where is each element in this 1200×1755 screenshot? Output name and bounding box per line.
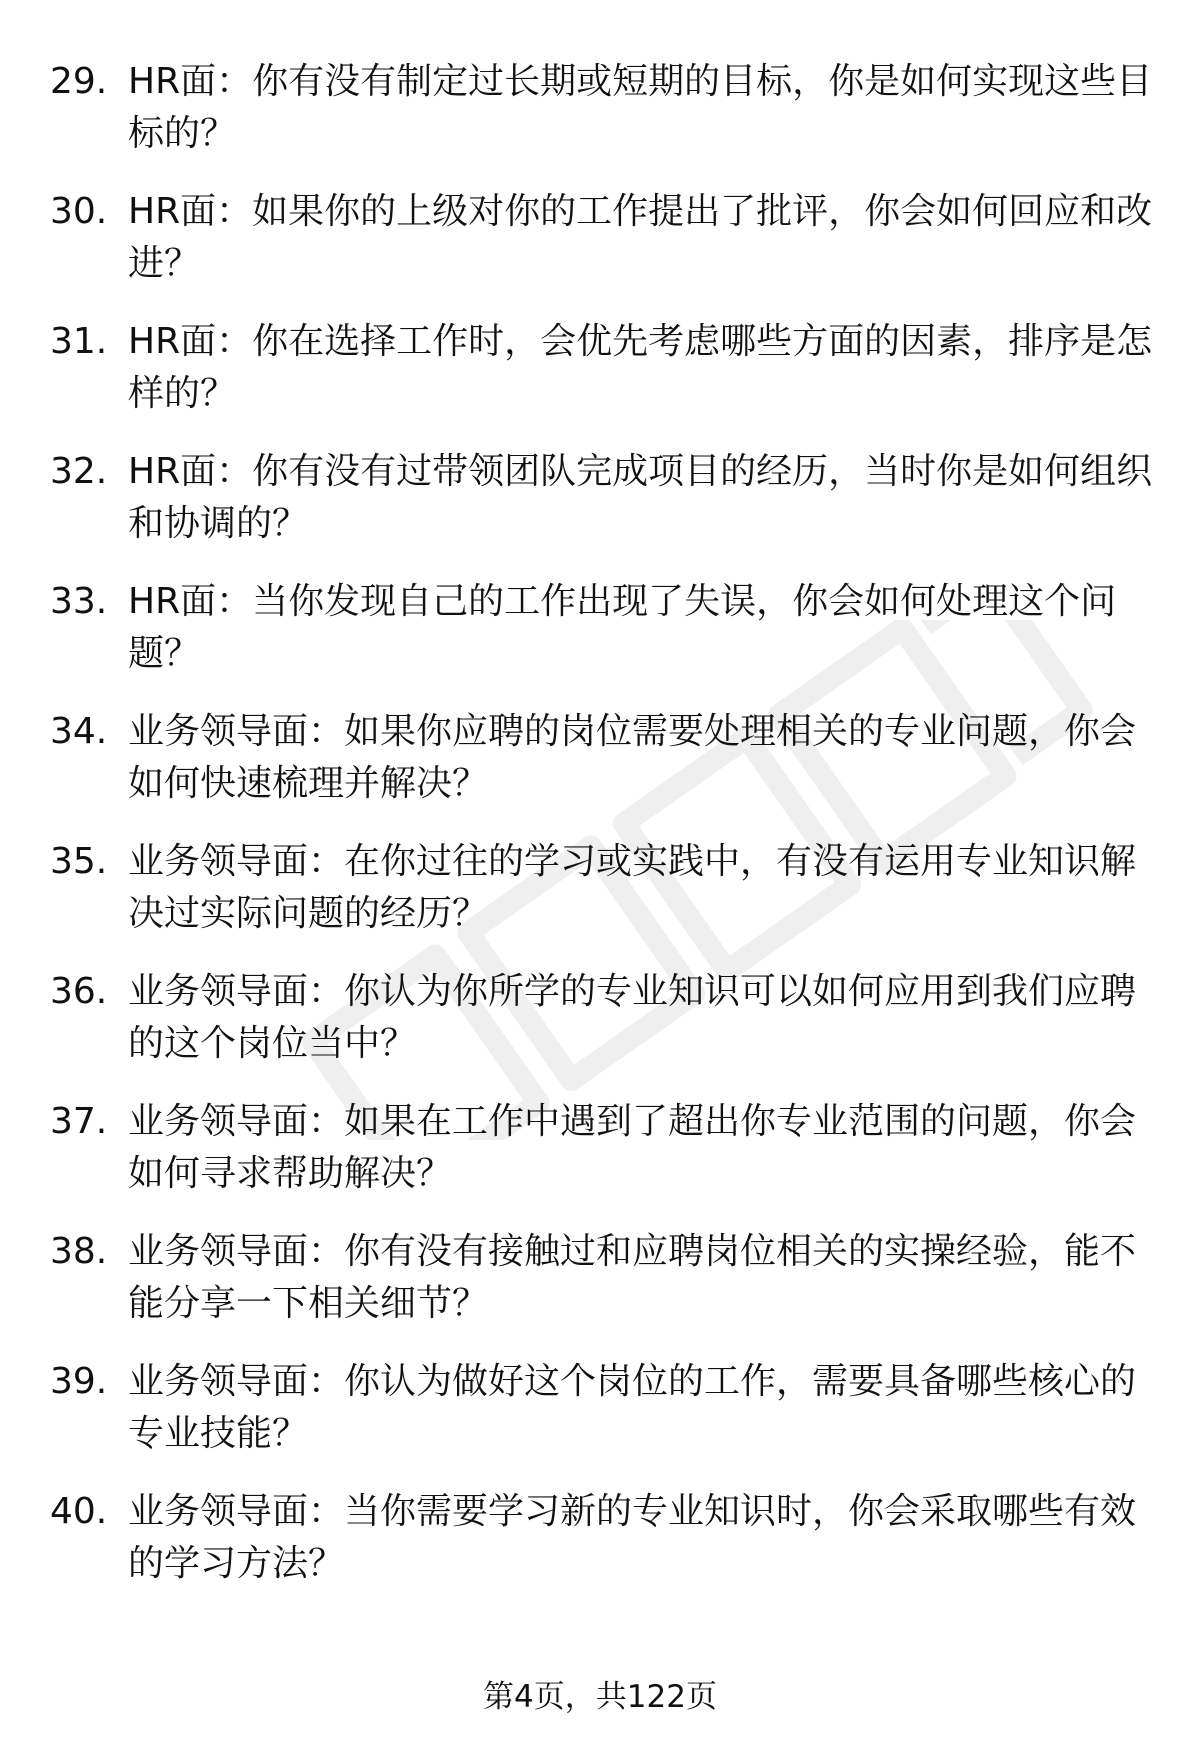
question-item [50,1486,1160,1590]
question-number: 37. [50,1101,108,1142]
question-text: HR面：你有没有制定过长期或短期的目标，你是如何实现这些目标的？ [128,61,1153,154]
question-number: 30. [50,191,108,232]
question-item [50,186,1160,290]
question-number: 34. [50,711,108,752]
question-text: 业务领导面：如果你应聘的岗位需要处理相关的专业问题，你会如何快速梳理并解决？ [128,711,1137,804]
question-number: 33. [50,581,108,622]
question-item [50,966,1160,1070]
question-number: 35. [50,841,108,882]
question-item [50,1356,1160,1460]
question-number: 36. [50,971,108,1012]
question-item [50,576,1160,680]
question-text: HR面：你有没有过带领团队完成项目的经历，当时你是如何组织和协调的？ [128,451,1153,544]
question-text: 业务领导面：你认为做好这个岗位的工作，需要具备哪些核心的专业技能？ [128,1361,1137,1454]
question-number: 39. [50,1361,108,1402]
question-text: HR面：当你发现自己的工作出现了失误，你会如何处理这个问题？ [128,581,1117,674]
question-number: 29. [50,61,108,102]
question-item [50,1226,1160,1330]
question-text: 业务领导面：在你过往的学习或实践中，有没有运用专业知识解决过实际问题的经历？ [128,841,1137,934]
question-text: 业务领导面：你认为你所学的专业知识可以如何应用到我们应聘的这个岗位当中？ [128,971,1137,1064]
question-number: 38. [50,1231,108,1272]
question-item [50,316,1160,420]
question-item [50,706,1160,810]
question-number: 31. [50,321,108,362]
question-number: 40. [50,1491,108,1532]
question-item [50,1096,1160,1200]
question-number: 32. [50,451,108,492]
question-text: HR面：如果你的上级对你的工作提出了批评，你会如何回应和改进？ [128,191,1153,284]
question-text: 业务领导面：如果在工作中遇到了超出你专业范围的问题，你会如何寻求帮助解决？ [128,1101,1137,1194]
question-list [50,56,1160,1616]
question-text: 业务领导面：当你需要学习新的专业知识时，你会采取哪些有效的学习方法？ [128,1491,1137,1584]
question-item [50,446,1160,550]
question-item [50,836,1160,940]
question-text: 业务领导面：你有没有接触过和应聘岗位相关的实操经验，能不能分享一下相关细节？ [128,1231,1137,1324]
question-item [50,56,1160,160]
page-footer: 第4页，共122页 [483,1679,717,1715]
question-text: HR面：你在选择工作时，会优先考虑哪些方面的因素，排序是怎样的？ [128,321,1153,414]
